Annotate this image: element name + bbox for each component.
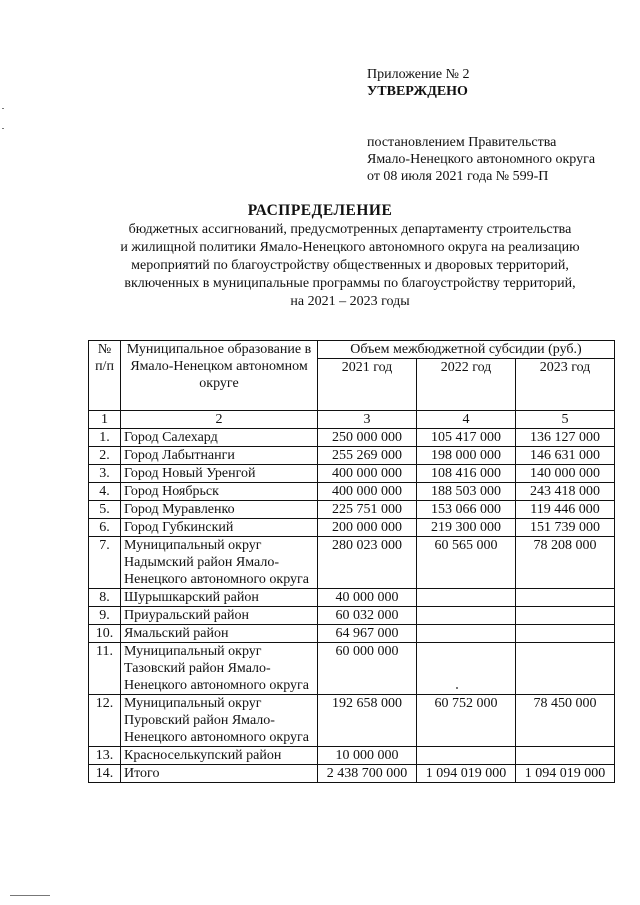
header-num: № п/п xyxy=(89,341,121,411)
document-title: РАСПРЕДЕЛЕНИЕ xyxy=(247,202,393,219)
table-row xyxy=(89,625,615,643)
row-2023-cell xyxy=(516,589,615,607)
decree-line-3: от 08 июля 2021 года № 599-П xyxy=(367,169,549,184)
row-2022-cell xyxy=(417,589,516,607)
row-2022-cell: 188 503 000 xyxy=(417,483,516,501)
table-row xyxy=(89,537,615,589)
row-num-cell: 4. xyxy=(89,483,121,501)
row-2022-cell xyxy=(417,625,516,643)
row-2023-cell: 140 000 000 xyxy=(516,465,615,483)
table-row xyxy=(89,765,615,783)
row-name-cell: Приуральский район xyxy=(121,607,318,625)
row-2022-cell: 60 565 000 xyxy=(417,537,516,589)
table-row xyxy=(89,447,615,465)
row-2023-cell: 1 094 019 000 xyxy=(516,765,615,783)
row-2022-cell: 105 417 000 xyxy=(417,429,516,447)
row-2021-cell: 400 000 000 xyxy=(318,465,417,483)
table-row xyxy=(89,695,615,747)
row-2021-cell: 200 000 000 xyxy=(318,519,417,537)
row-name-cell: Красноселькупский район xyxy=(121,747,318,765)
row-num-cell: 10. xyxy=(89,625,121,643)
row-num-cell: 1. xyxy=(89,429,121,447)
row-2021-cell: 400 000 000 xyxy=(318,483,417,501)
row-2023-cell: 78 450 000 xyxy=(516,695,615,747)
row-2023-cell: 136 127 000 xyxy=(516,429,615,447)
header-name: Муниципальное образование в Ямало-Ненецком автономном округе xyxy=(121,341,318,411)
table-row xyxy=(89,429,615,447)
index-cell: 3 xyxy=(318,411,417,429)
index-cell: 2 xyxy=(121,411,318,429)
row-num-cell: 14. xyxy=(89,765,121,783)
row-num-cell: 6. xyxy=(89,519,121,537)
row-num-cell: 3. xyxy=(89,465,121,483)
row-name-cell: Муниципальный округ Тазовский район Ямало-Ненецкого автономного округа xyxy=(121,643,318,695)
row-2023-cell: 151 739 000 xyxy=(516,519,615,537)
scan-mark xyxy=(2,128,4,129)
row-2023-cell: 78 208 000 xyxy=(516,537,615,589)
row-2023-cell xyxy=(516,625,615,643)
row-2021-cell: 225 751 000 xyxy=(318,501,417,519)
row-2023-cell xyxy=(516,747,615,765)
appendix-label: Приложение № 2 xyxy=(367,67,470,82)
row-name-cell: Итого xyxy=(121,765,318,783)
subtitle-line: включенных в муниципальные программы по благоустройству территорий, xyxy=(124,276,576,291)
row-name-cell: Город Ноябрьск xyxy=(121,483,318,501)
row-2021-cell: 60 032 000 xyxy=(318,607,417,625)
header-2022: 2022 год xyxy=(417,359,516,411)
approval-block xyxy=(367,66,595,185)
row-name-cell: Город Муравленко xyxy=(121,501,318,519)
row-2022-cell: 219 300 000 xyxy=(417,519,516,537)
document-subtitle xyxy=(80,221,620,311)
header-amount: Объем межбюджетной субсидии (руб.) xyxy=(318,341,615,359)
table-row xyxy=(89,607,615,625)
row-num-cell: 2. xyxy=(89,447,121,465)
row-2021-cell: 40 000 000 xyxy=(318,589,417,607)
index-cell: 5 xyxy=(516,411,615,429)
row-2021-cell: 255 269 000 xyxy=(318,447,417,465)
row-2021-cell: 192 658 000 xyxy=(318,695,417,747)
row-num-cell: 7. xyxy=(89,537,121,589)
subtitle-line: бюджетных ассигнований, предусмотренных департаменту строительства xyxy=(128,222,572,237)
decree-line-2: Ямало-Ненецкого автономного округа xyxy=(367,152,596,167)
scan-mark xyxy=(10,895,50,896)
row-name-cell: Муниципальный округ Надымский район Ямало-Ненецкого автономного округа xyxy=(121,537,318,589)
row-num-cell: 5. xyxy=(89,501,121,519)
header-2021: 2021 год xyxy=(318,359,417,411)
row-2022-cell: 153 066 000 xyxy=(417,501,516,519)
table-row xyxy=(89,643,615,695)
scan-mark xyxy=(2,108,4,109)
table-index-row xyxy=(89,411,615,429)
row-name-cell: Город Салехард xyxy=(121,429,318,447)
row-name-cell: Город Губкинский xyxy=(121,519,318,537)
row-2022-cell: 60 752 000 xyxy=(417,695,516,747)
subtitle-line: и жилищной политики Ямало-Ненецкого автономного округа на реализацию xyxy=(120,240,580,255)
row-2021-cell: 2 438 700 000 xyxy=(318,765,417,783)
table-row xyxy=(89,501,615,519)
approved-label: УТВЕРЖДЕНО xyxy=(367,84,468,99)
row-num-cell: 11. xyxy=(89,643,121,695)
row-2023-cell xyxy=(516,607,615,625)
subtitle-line: на 2021 – 2023 годы xyxy=(290,294,410,309)
header-2023: 2023 год xyxy=(516,359,615,411)
table-row xyxy=(89,465,615,483)
row-2022-cell: 198 000 000 xyxy=(417,447,516,465)
row-2022-cell xyxy=(417,643,516,695)
table-row xyxy=(89,589,615,607)
row-2023-cell: 243 418 000 xyxy=(516,483,615,501)
index-cell: 1 xyxy=(89,411,121,429)
table-row xyxy=(89,747,615,765)
row-name-cell: Город Лабытнанги xyxy=(121,447,318,465)
row-2022-cell xyxy=(417,747,516,765)
row-name-cell: Муниципальный округ Пуровский район Ямало-Ненецкого автономного округа xyxy=(121,695,318,747)
subtitle-line: мероприятий по благоустройству общественных и дворовых территорий, xyxy=(131,258,569,273)
row-2021-cell: 250 000 000 xyxy=(318,429,417,447)
row-2021-cell: 60 000 000 xyxy=(318,643,417,695)
row-name-cell: Ямальский район xyxy=(121,625,318,643)
scan-mark xyxy=(456,687,458,689)
row-num-cell: 8. xyxy=(89,589,121,607)
row-2023-cell: 146 631 000 xyxy=(516,447,615,465)
row-name-cell: Город Новый Уренгой xyxy=(121,465,318,483)
decree-line-1: постановлением Правительства xyxy=(367,135,557,150)
table-row xyxy=(89,519,615,537)
row-2022-cell: 108 416 000 xyxy=(417,465,516,483)
distribution-table xyxy=(88,340,615,783)
row-num-cell: 12. xyxy=(89,695,121,747)
row-2022-cell: 1 094 019 000 xyxy=(417,765,516,783)
row-2021-cell: 280 023 000 xyxy=(318,537,417,589)
row-2023-cell: 119 446 000 xyxy=(516,501,615,519)
table-header-row xyxy=(89,341,615,359)
table-row xyxy=(89,483,615,501)
row-2022-cell xyxy=(417,607,516,625)
row-2021-cell: 10 000 000 xyxy=(318,747,417,765)
row-2021-cell: 64 967 000 xyxy=(318,625,417,643)
row-name-cell: Шурышкарский район xyxy=(121,589,318,607)
row-2023-cell xyxy=(516,643,615,695)
row-num-cell: 13. xyxy=(89,747,121,765)
row-num-cell: 9. xyxy=(89,607,121,625)
index-cell: 4 xyxy=(417,411,516,429)
